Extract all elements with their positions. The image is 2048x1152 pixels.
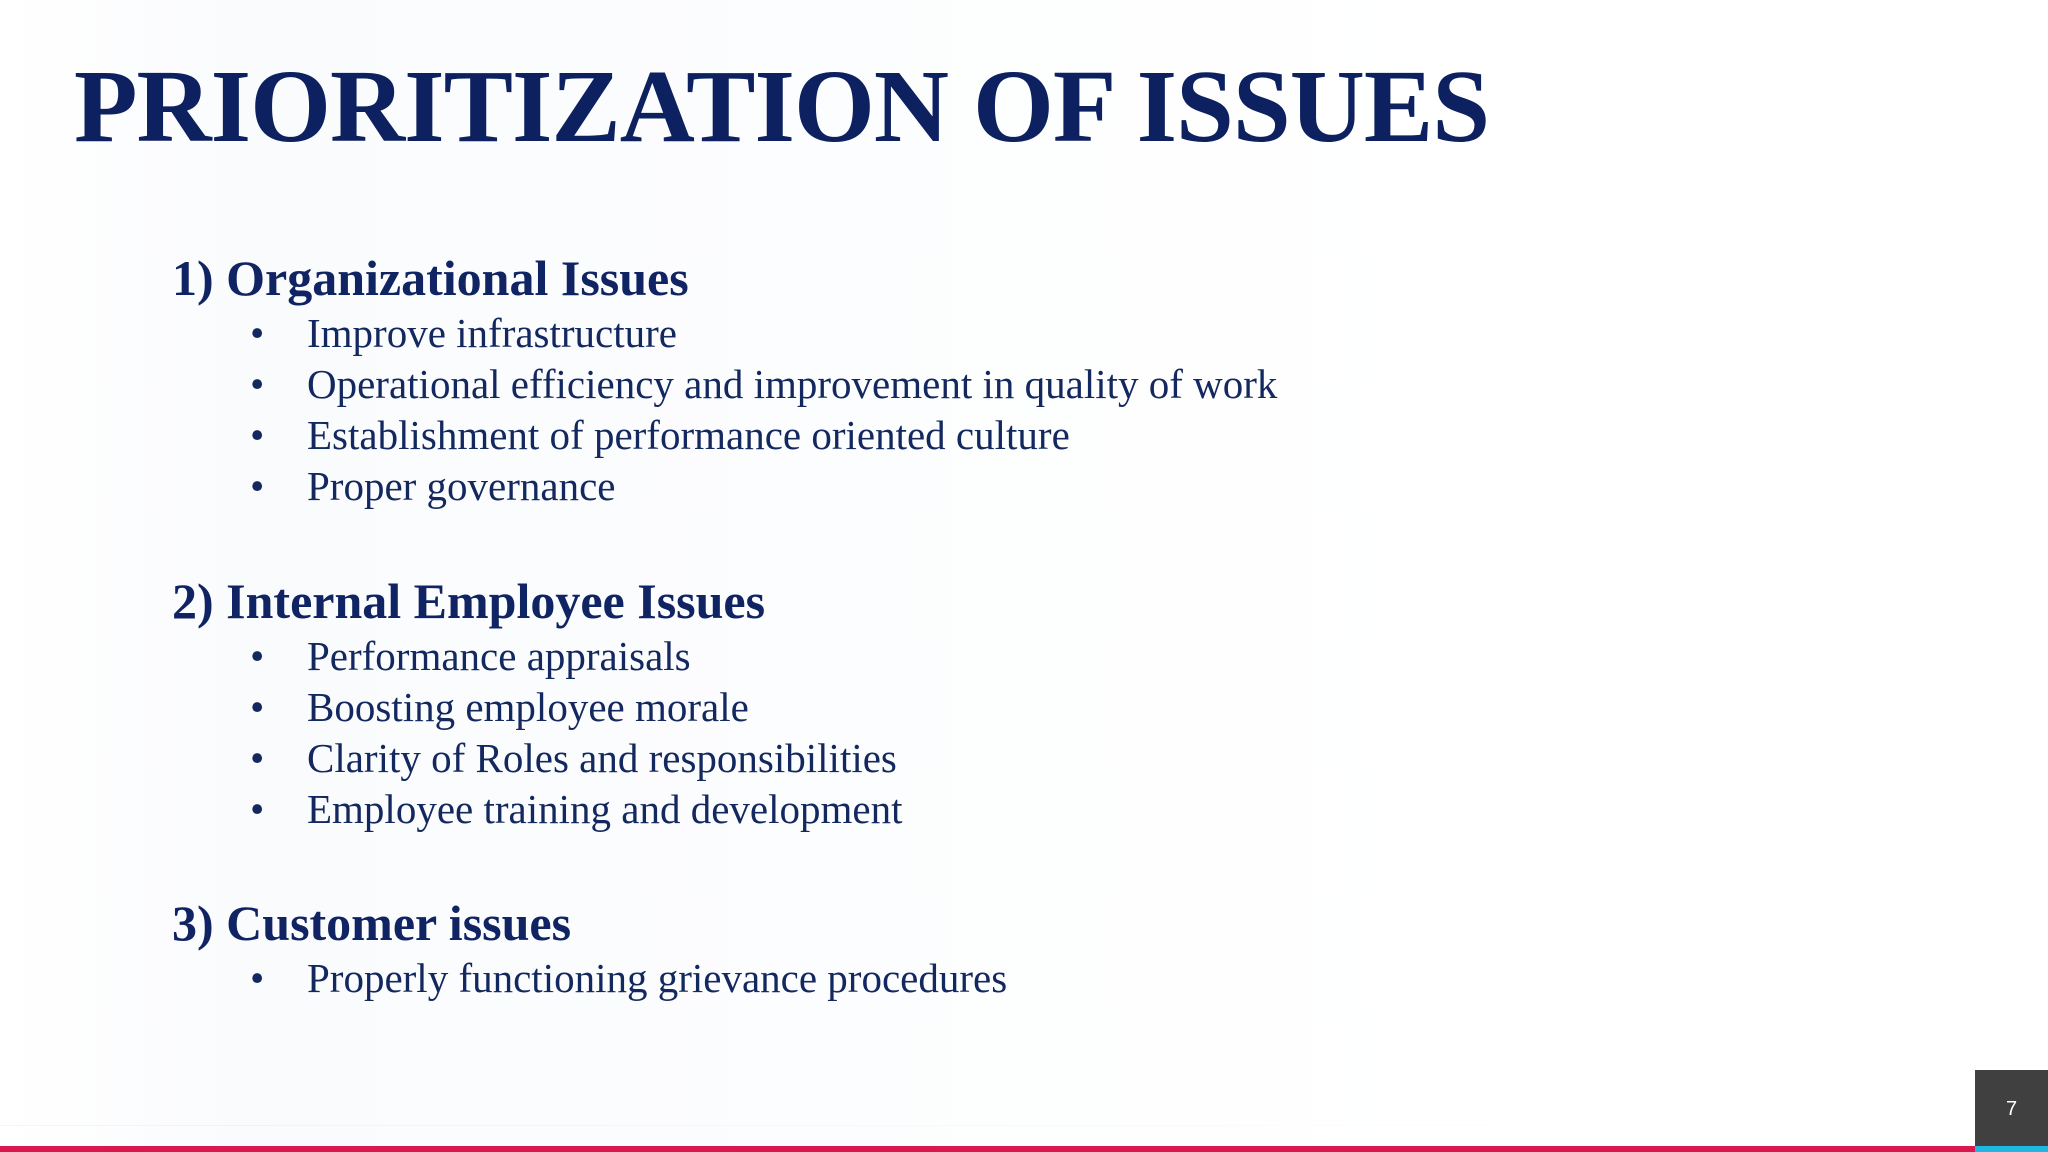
page-number-box	[1975, 1070, 2048, 1152]
bullet-icon: •	[250, 786, 265, 832]
bullet-list	[172, 953, 1007, 1004]
section-customer-issues	[172, 893, 1007, 1004]
list-item	[172, 359, 1277, 410]
list-item	[172, 953, 1007, 1004]
list-item-text: Operational efficiency and improvement in quality of work	[307, 361, 1278, 407]
bullet-icon: •	[250, 310, 265, 356]
accent-stripe-right	[1975, 1146, 2048, 1152]
section-heading: 1) Organizational Issues	[172, 250, 689, 306]
list-item	[172, 784, 902, 835]
bullet-icon: •	[250, 684, 265, 730]
list-item-text: Performance appraisals	[307, 633, 691, 679]
list-item-text: Improve infrastructure	[307, 310, 677, 356]
bullet-icon: •	[250, 361, 265, 407]
section-heading: 2) Internal Employee Issues	[172, 573, 766, 629]
bullet-list	[172, 631, 902, 835]
list-item	[172, 682, 902, 733]
accent-stripe	[0, 1146, 1975, 1152]
list-item-text: Employee training and development	[307, 786, 903, 832]
decorative-divider	[0, 1125, 1975, 1126]
section-heading: 3) Customer issues	[172, 895, 572, 951]
list-item	[172, 631, 902, 682]
section-organizational-issues	[172, 248, 1277, 512]
page-number: 7	[2005, 1098, 2018, 1120]
bullet-icon: •	[250, 955, 265, 1001]
slide-title: PRIORITIZATION OF ISSUES	[74, 49, 1490, 164]
bullet-icon: •	[250, 735, 265, 781]
bullet-icon: •	[250, 412, 265, 458]
bullet-icon: •	[250, 633, 265, 679]
list-item	[172, 308, 1277, 359]
bullet-list	[172, 308, 1277, 512]
list-item-text: Properly functioning grievance procedures	[307, 955, 1008, 1001]
section-internal-employee-issues	[172, 571, 902, 835]
list-item-text: Proper governance	[307, 463, 616, 509]
list-item-text: Clarity of Roles and responsibilities	[307, 735, 897, 781]
bullet-icon: •	[250, 463, 265, 509]
list-item-text: Establishment of performance oriented culture	[307, 412, 1070, 458]
list-item	[172, 410, 1277, 461]
list-item	[172, 461, 1277, 512]
list-item-text: Boosting employee morale	[307, 684, 749, 730]
list-item	[172, 733, 902, 784]
